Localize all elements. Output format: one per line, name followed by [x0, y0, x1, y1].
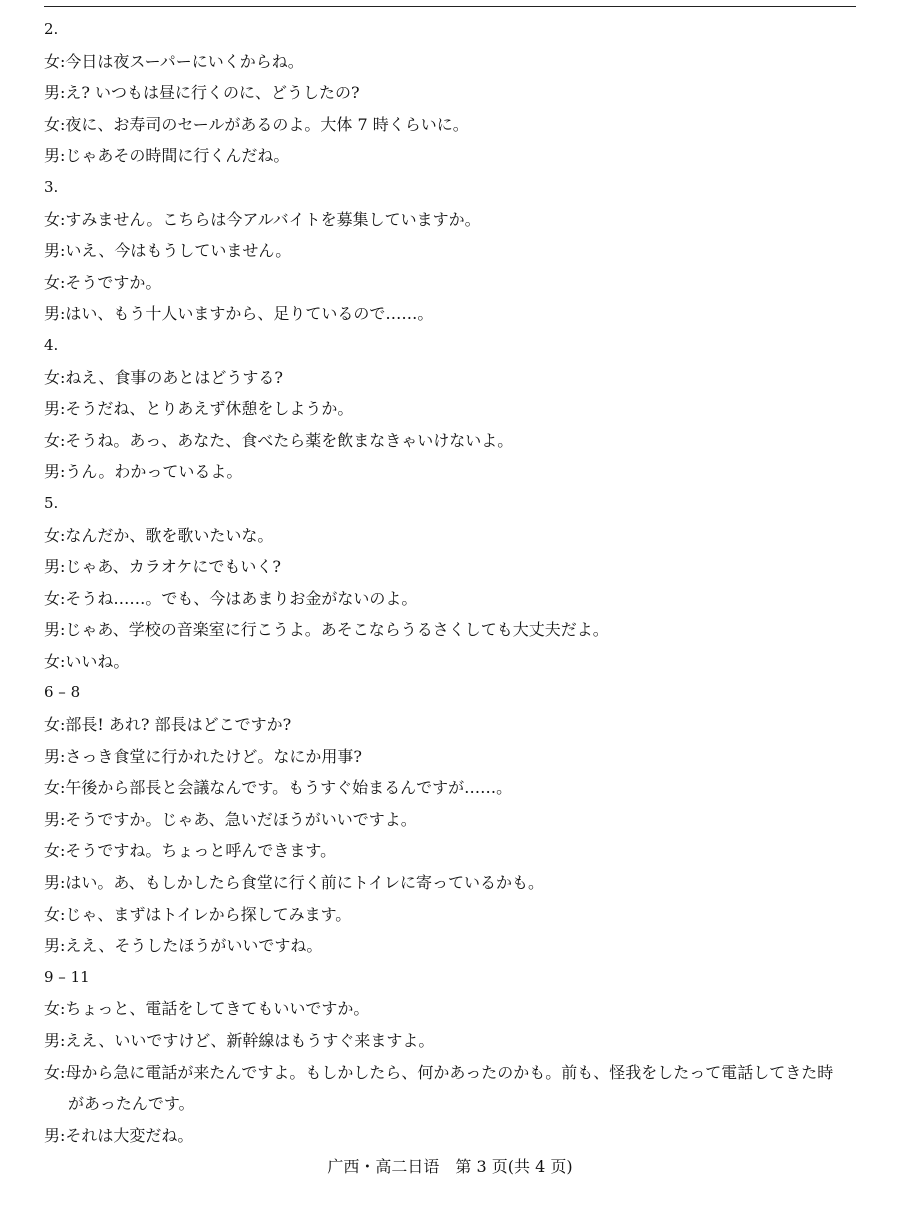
dialogue-line: 男:はい。あ、もしかしたら食堂に行く前にトイレに寄っているかも。: [44, 873, 544, 893]
dialogue-line: 男:ええ、そうしたほうがいいですね。: [44, 936, 323, 956]
dialogue-line: 男:じゃあ、カラオケにでもいく?: [44, 557, 282, 577]
dialogue-line: 男:はい、もう十人いますから、足りているので……。: [44, 304, 434, 324]
dialogue-line: 男:それは大変だね。: [44, 1125, 194, 1145]
section-number: 9 – 11: [44, 967, 90, 986]
section-number: 6 – 8: [44, 683, 81, 702]
dialogue-line: 男:じゃあその時間に行くんだね。: [44, 146, 290, 166]
dialogue-line: 男:じゃあ、学校の音楽室に行こうよ。あそこならうるさくしても大丈夫だよ。: [44, 620, 609, 640]
dialogue-line: 男:さっき食堂に行かれたけど。なにか用事?: [44, 746, 362, 766]
dialogue-line: 女:午後から部長と会議なんです。もうすぐ始まるんですが……。: [44, 778, 513, 798]
dialogue-line: 女:そうね。あっ、あなた、食べたら薬を飲まなきゃいけないよ。: [44, 430, 514, 450]
top-rule: [44, 6, 856, 7]
dialogue-line: 女:いいね。: [44, 651, 130, 671]
section-number: 2.: [44, 20, 59, 38]
dialogue-line: 男:うん。わかっているよ。: [44, 462, 243, 482]
section-number: 5.: [44, 493, 59, 512]
dialogue-line: 女:母から急に電話が来たんですよ。もしかしたら、何かあったのかも。前も、怪我をしたって電話してきた時: [44, 1062, 834, 1082]
section-number: 3.: [44, 177, 59, 196]
dialogue-line: 女:じゃ、まずはトイレから探してみます。: [44, 904, 352, 924]
dialogue-line: 男:え? いつもは昼に行くのに、どうしたの?: [44, 83, 360, 103]
dialogue-line: 男:そうだね、とりあえず休憩をしようか。: [44, 399, 354, 419]
dialogue-line: 女:そうですね。ちょっと呼んできます。: [44, 841, 337, 861]
dialogue-line: 女:そうね……。でも、今はあまりお金がないのよ。: [44, 588, 418, 608]
dialogue-line: 女:ねえ、食事のあとはどうする?: [44, 367, 283, 387]
dialogue-line-continuation: があったんです。: [68, 1094, 195, 1114]
dialogue-line: 女:すみません。こちらは今アルバイトを募集していますか。: [44, 209, 481, 229]
dialogue-line: 男:いえ、今はもうしていません。: [44, 241, 292, 261]
dialogue-line: 女:そうですか。: [44, 272, 162, 292]
transcript-body: [44, 14, 859, 1151]
dialogue-line: 女:部長! あれ? 部長はどこですか?: [44, 715, 292, 735]
dialogue-line: 女:ちょっと、電話をしてきてもいいですか。: [44, 999, 370, 1019]
dialogue-line: 女:今日は夜スーパーにいくからね。: [44, 51, 304, 71]
section-number: 4.: [44, 335, 59, 354]
page-footer: 广西・高二日语 第 3 页(共 4 页): [327, 1157, 573, 1176]
dialogue-line: 女:なんだか、歌を歌いたいな。: [44, 525, 274, 545]
dialogue-line: 女:夜に、お寿司のセールがあるのよ。大体 7 時くらいに。: [44, 114, 469, 134]
dialogue-line: 男:そうですか。じゃあ、急いだほうがいいですよ。: [44, 809, 417, 829]
dialogue-line: 男:ええ、いいですけど、新幹線はもうすぐ来ますよ。: [44, 1031, 435, 1050]
